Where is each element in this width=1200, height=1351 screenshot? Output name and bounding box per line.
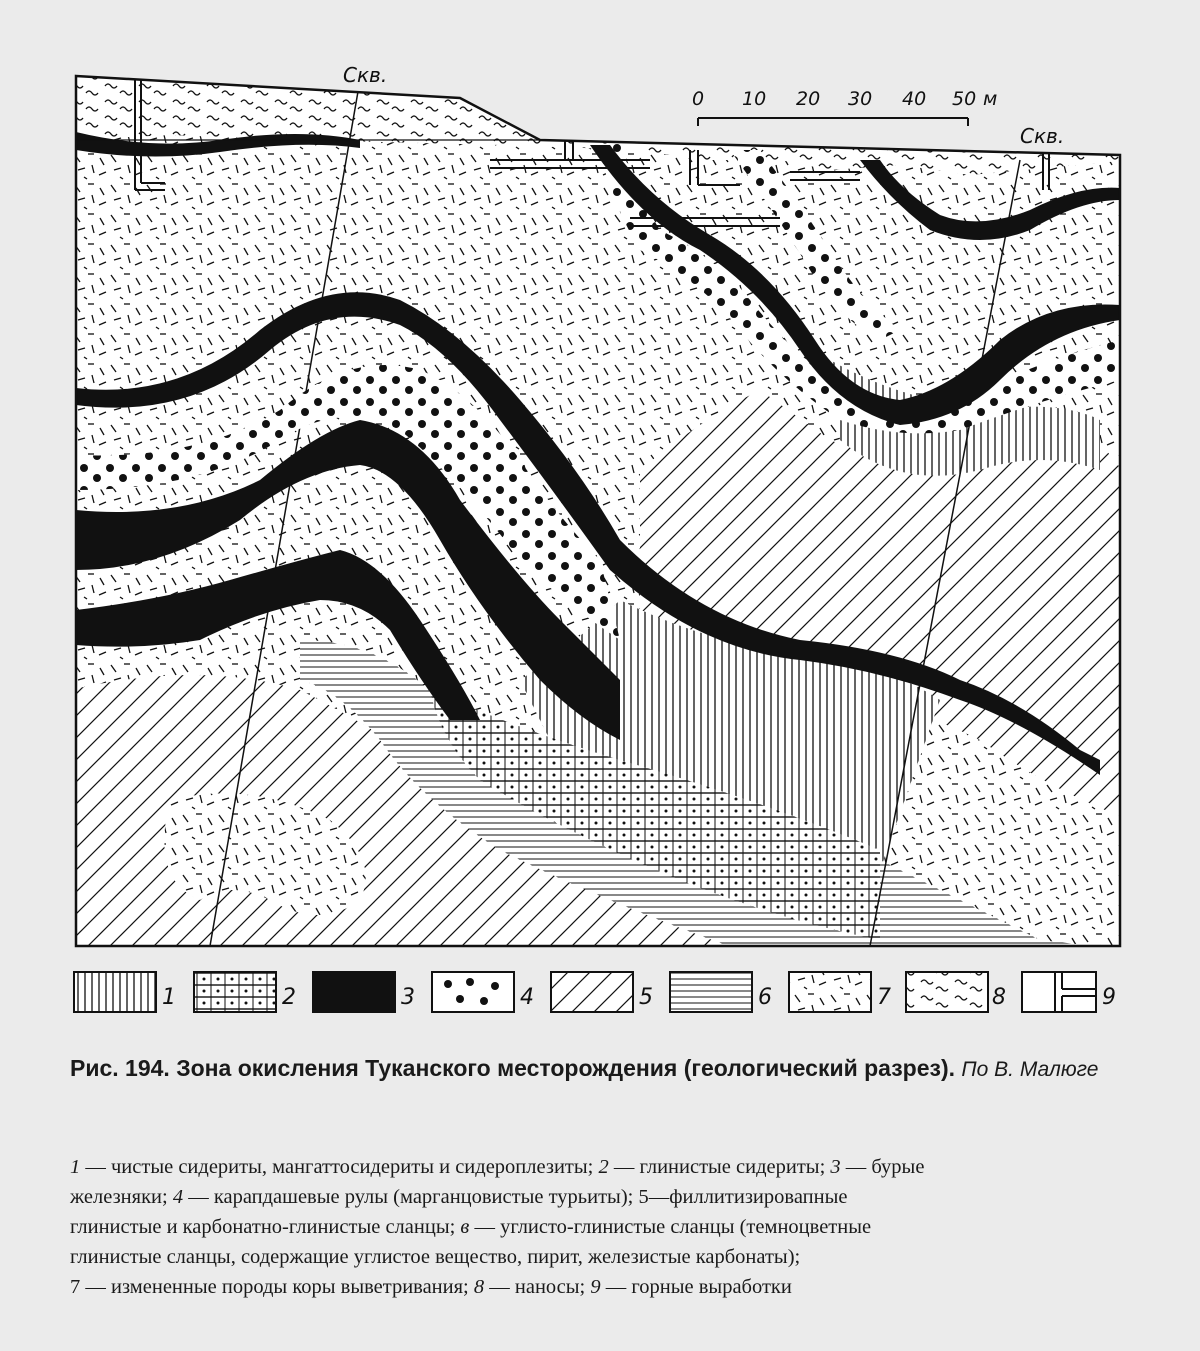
- svg-text:6: 6: [758, 985, 772, 1010]
- svg-text:20: 20: [796, 88, 821, 110]
- description-segment: 1: [70, 1156, 81, 1178]
- legend-item-8: [906, 972, 1006, 1012]
- description-segment: в: [460, 1216, 470, 1238]
- svg-text:м: м: [983, 88, 998, 110]
- description-segment: 4: [172, 1186, 184, 1208]
- svg-text:9: 9: [1102, 985, 1116, 1010]
- legend-item-4: [432, 972, 534, 1012]
- legend-item-3: [313, 972, 415, 1012]
- description-line: [70, 1182, 1160, 1212]
- description-line: [70, 1242, 1160, 1272]
- description-segment: 7 — измененные породы коры выветривания;: [70, 1276, 474, 1298]
- description-segment: 2: [598, 1156, 609, 1178]
- description-segment: глинистые сланцы, содержащие углистое вещество, пирит, железистые карбонаты);: [70, 1246, 801, 1268]
- legend-item-1: [74, 972, 176, 1012]
- svg-text:30: 30: [848, 88, 873, 110]
- svg-text:3: 3: [401, 985, 415, 1010]
- legend-item-5: [551, 972, 653, 1012]
- description-segment: глинистые и карбонатно-глинистые сланцы;: [70, 1216, 461, 1238]
- svg-text:4: 4: [520, 985, 534, 1010]
- legend: [74, 972, 1116, 1012]
- legend-description: [70, 1152, 1160, 1302]
- description-segment: железняки;: [70, 1186, 173, 1208]
- caption-title: Рис. 194. Зона окисления Туканского месторождения (геологический разрез).: [70, 1055, 956, 1081]
- scale-bar: [692, 88, 997, 126]
- description-segment: — углисто-глинистые сланцы (темноцветные: [469, 1216, 872, 1238]
- svg-text:1: 1: [162, 985, 176, 1010]
- description-segment: — горные выработки: [600, 1276, 792, 1298]
- legend-item-7: [789, 972, 891, 1012]
- legend-item-2: [194, 972, 296, 1012]
- description-segment: 9: [590, 1276, 601, 1298]
- svg-text:8: 8: [992, 985, 1006, 1010]
- description-segment: — карапдашевые рулы (марганцовистые турьиты); 5—филлитизировапные: [183, 1186, 848, 1208]
- legend-item-6: [670, 972, 772, 1012]
- svg-text:50: 50: [952, 88, 977, 110]
- svg-text:2: 2: [282, 985, 296, 1010]
- section-body: [70, 70, 1130, 950]
- figure-caption: [70, 1052, 1140, 1086]
- legend-item-9: [1022, 972, 1116, 1012]
- description-segment: 3: [830, 1156, 841, 1178]
- description-segment: — наносы;: [484, 1276, 591, 1298]
- description-segment: 8: [473, 1276, 485, 1298]
- description-line: [70, 1212, 1160, 1242]
- svg-text:7: 7: [877, 985, 891, 1010]
- description-segment: — чистые сидериты, мангаттосидериты и сидероплезиты;: [80, 1156, 599, 1178]
- well-label-right: Скв.: [1020, 124, 1065, 148]
- svg-text:10: 10: [742, 88, 767, 110]
- description-line: [70, 1152, 1160, 1182]
- description-line: [70, 1272, 1160, 1302]
- svg-text:40: 40: [902, 88, 927, 110]
- caption-author: По В. Малюге: [961, 1058, 1099, 1081]
- well-label-left: Скв.: [343, 63, 388, 87]
- description-segment: — глинистые сидериты;: [608, 1156, 831, 1178]
- svg-text:5: 5: [639, 985, 653, 1010]
- description-segment: — бурые: [840, 1156, 925, 1178]
- svg-text:0: 0: [692, 88, 705, 110]
